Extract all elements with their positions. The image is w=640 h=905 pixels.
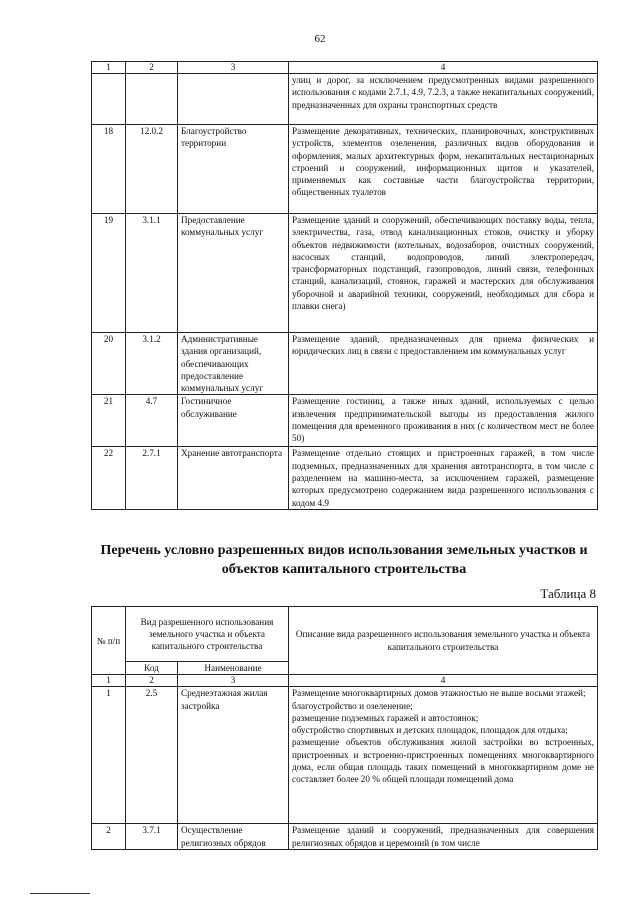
page-number: 62 bbox=[314, 33, 326, 45]
table-continued bbox=[91, 61, 598, 510]
description-line: размещение объектов обслуживания жилой застройки во встроенных, пристроенных и встроенно-пристроенных помещениях многоквартирного дома, если общая площадь таких помещений в многоквартирном доме не составляет более 20 % общей площади помещений дома bbox=[292, 737, 595, 785]
row-description: Размещение гостиниц, а также иных зданий, используемых с целью извлечения предпринимательской выгоды из предоставления жилого помещения для временного проживания в них (с количеством мест не более 50) bbox=[289, 395, 598, 447]
table-row bbox=[92, 447, 598, 510]
row-description: Размещение зданий и сооружений, обеспечивающих поставку воды, тепла, электричества, газа, отвод канализационных стоков, очистку и уборку объектов недвижимости (котельных, водозаборов, очистных сооружений, насосных станций, водопроводов, линий электропередач, трансформаторных подстанций, газопроводов, линий связи, телефонных станций, канализаций, стоянок, гаражей и мастерских для обслуживания уборочной и аварийной техники, сооружений, необходимых для сбора и плавки снега) bbox=[289, 214, 598, 333]
header-group: Вид разрешенного использования земельного участка и объекта капитального строительства bbox=[126, 607, 289, 662]
row-description: Размещение зданий, предназначенных для приема физических и юридических лиц в связи с предоставлением им коммунальных услуг bbox=[289, 333, 598, 395]
header-description: Описание вида разрешенного использования земельного участка и объекта капитального строительства bbox=[289, 607, 598, 675]
col-number: 2 bbox=[126, 62, 178, 74]
row-number: 19 bbox=[92, 214, 126, 333]
table-row bbox=[92, 824, 598, 850]
row-code: 3.1.1 bbox=[126, 214, 178, 333]
col-number: 1 bbox=[92, 62, 126, 74]
description-line: размещение подземных гаражей и автостоянок; bbox=[292, 712, 479, 723]
column-number-row bbox=[92, 675, 598, 687]
row-description bbox=[289, 687, 598, 824]
table-row bbox=[92, 125, 598, 214]
row-name: Предоставление коммунальных услуг bbox=[178, 214, 289, 333]
section-title: Перечень условно разрешенных видов использования земельных участков и объектов капитального строительства bbox=[100, 543, 588, 577]
row-code: 3.1.2 bbox=[126, 333, 178, 395]
row-description: Размещение отдельно стоящих и пристроенных гаражей, в том числе подземных, предназначенных для хранения автотранспорта, в том числе с разделением на машино-места, за исключением гаражей, размещение которых предусмотрено содержанием вида разрешенного использования с кодом 4.9 bbox=[289, 447, 598, 510]
row-number: 21 bbox=[92, 395, 126, 447]
col-number: 1 bbox=[92, 675, 126, 687]
description-line: благоустройство и озеленение; bbox=[292, 700, 413, 711]
row-name: Среднеэтажная жилая застройка bbox=[178, 687, 289, 824]
header-name: Наименование bbox=[178, 662, 289, 675]
row-code: 4.7 bbox=[126, 395, 178, 447]
header-code: Код bbox=[126, 662, 178, 675]
table-row bbox=[92, 333, 598, 395]
row-code: 2.5 bbox=[126, 687, 178, 824]
row-number: 18 bbox=[92, 125, 126, 214]
footer-rule bbox=[30, 893, 90, 894]
description-line: Размещение многоквартирных домов этажностью не выше восьми этажей; bbox=[292, 688, 586, 699]
description-line: Размещение зданий и сооружений, предназначенных для совершения религиозных обрядов и церемоний (в том числе bbox=[292, 825, 595, 848]
row-code: 2.7.1 bbox=[126, 447, 178, 510]
row-description: улиц и дорог, за исключением предусмотренных видами разрешенного использования с кодами 2.7.1, 4.9, 7.2.3, а также некапитальных сооружений, предназначенных для охраны транспортных средств bbox=[289, 74, 598, 125]
col-number: 4 bbox=[289, 62, 598, 74]
table-row bbox=[92, 687, 598, 824]
table-row bbox=[92, 214, 598, 333]
col-number: 3 bbox=[178, 62, 289, 74]
header-number: № п/п bbox=[92, 607, 126, 675]
row-name: Благоустройство территории bbox=[178, 125, 289, 214]
row-description bbox=[289, 824, 598, 850]
col-number: 4 bbox=[289, 675, 598, 687]
table-label: Таблица 8 bbox=[540, 586, 596, 601]
row-name: Административные здания организаций, обеспечивающих предоставление коммунальных услуг bbox=[178, 333, 289, 395]
table-row bbox=[92, 395, 598, 447]
row-name: Гостиничное обслуживание bbox=[178, 395, 289, 447]
row-name: Хранение автотранспорта bbox=[178, 447, 289, 510]
row-number: 1 bbox=[92, 687, 126, 824]
row-code: 12.0.2 bbox=[126, 125, 178, 214]
col-number: 3 bbox=[178, 675, 289, 687]
description-line: обустройство спортивных и детских площадок, площадок для отдыха; bbox=[292, 725, 568, 736]
row-name: Осуществление религиозных обрядов bbox=[178, 824, 289, 850]
row-code: 3.7.1 bbox=[126, 824, 178, 850]
row-number: 20 bbox=[92, 333, 126, 395]
column-number-row bbox=[92, 62, 598, 74]
header-row bbox=[92, 607, 598, 662]
row-number: 22 bbox=[92, 447, 126, 510]
row-number: 2 bbox=[92, 824, 126, 850]
row-description: Размещение декоративных, технических, планировочных, конструктивных устройств, элементов озеленения, различных видов оборудования и оформления, малых архитектурных форм, некапитальных нестационарных строений и сооружений, информационных щитов и указателей, применяемых как составные части благоустройства территории, общественных туалетов bbox=[289, 125, 598, 214]
table-conditional-uses bbox=[91, 606, 598, 850]
col-number: 2 bbox=[126, 675, 178, 687]
table-row bbox=[92, 74, 598, 125]
